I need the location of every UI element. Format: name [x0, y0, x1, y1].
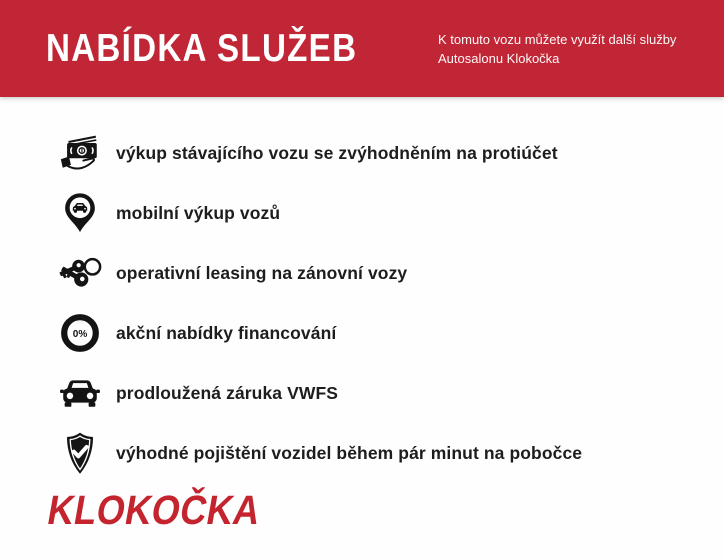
header-subtitle — [438, 30, 676, 68]
header-subtitle-line2: Autosalonu Klokočka — [438, 51, 560, 66]
service-item — [0, 423, 724, 483]
zero-percent-label: 0% — [72, 328, 88, 340]
service-label: výkup stávajícího vozu se zvýhodněním na protiúčet — [116, 142, 558, 163]
service-item — [0, 243, 724, 303]
location-pin-car-icon — [57, 190, 103, 236]
header-subtitle-line1: K tomuto vozu můžete využít další služby — [438, 32, 677, 47]
cash-in-hand-icon — [57, 130, 103, 176]
service-label: prodloužená záruka VWFS — [116, 382, 339, 403]
car-icon — [57, 370, 103, 416]
service-item — [0, 123, 724, 183]
shield-check-icon — [57, 430, 103, 476]
service-item — [0, 363, 724, 423]
services-list — [0, 97, 724, 483]
klokocka-logo: KLOKOČKA — [44, 487, 265, 533]
service-label: akční nabídky financování — [116, 322, 337, 343]
zero-percent-icon — [57, 310, 103, 356]
service-item — [0, 183, 724, 243]
service-label: výhodné pojištění vozidel během pár minut na pobočce — [116, 442, 583, 463]
page-title: NABÍDKA SLUŽEB — [46, 27, 358, 70]
service-label: operativní leasing na zánovní vozy — [116, 262, 408, 283]
service-item — [0, 303, 724, 363]
service-label: mobilní výkup vozů — [116, 202, 281, 223]
car-keys-icon — [57, 250, 103, 296]
header-banner — [0, 0, 724, 97]
